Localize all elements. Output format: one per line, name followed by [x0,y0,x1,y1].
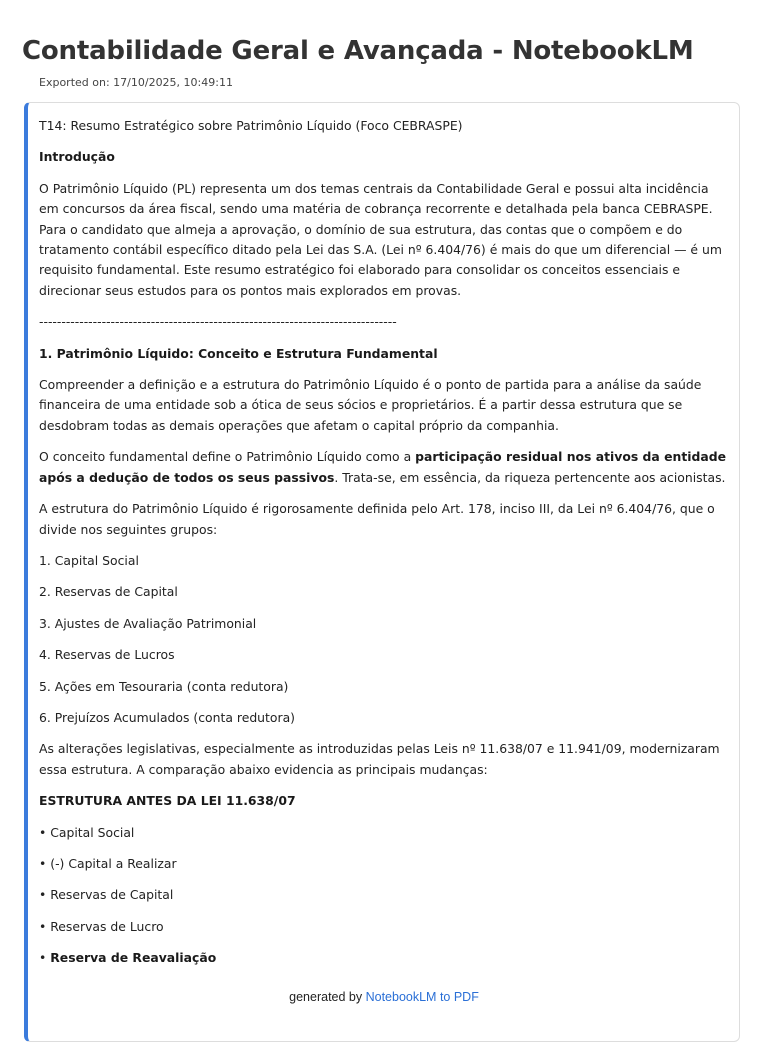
note-card [24,102,740,1042]
before-law-item: • Reservas de Lucro [39,918,164,934]
text-divider: -------------------------------------------------------------------------------- [39,314,397,330]
definition-lead-text: O conceito fundamental define o Patrimônio Líquido como a [39,449,416,465]
before-law-item: • Capital Social [39,824,135,840]
footer [0,990,768,1004]
section-1-title: 1. Patrimônio Líquido: Conceito e Estrutura Fundamental [39,345,438,361]
footer-prefix: generated by [289,990,366,1004]
export-timestamp: Exported on: 17/10/2025, 10:49:11 [39,76,233,89]
section-1-paragraph-4: As alterações legislativas, especialmente as introduzidas pelas Leis nº 11.638/07 e 11.941/09, modernizaram essa estrutura. A comparação abaixo evidencia as principais mudanças: [39,741,720,777]
intro-title: Introdução [39,149,115,165]
pl-group-item: 2. Reservas de Capital [39,584,178,600]
pl-group-item: 5. Ações em Tesouraria (conta redutora) [39,678,289,694]
before-law-item: • (-) Capital a Realizar [39,855,177,871]
before-law-item: • Reservas de Capital [39,887,174,903]
bullet-marker: • [39,950,51,966]
pl-group-item: 6. Prejuízos Acumulados (conta redutora) [39,709,295,725]
reavaliacao-item: Reserva de Reavaliação [50,950,217,966]
section-1-paragraph-3: A estrutura do Patrimônio Líquido é rigorosamente definida pelo Art. 178, inciso III, da Lei nº 6.404/76, que o divide nos seguintes grupos: [39,501,715,537]
pl-group-item: 4. Reservas de Lucros [39,647,175,663]
before-law-title: ESTRUTURA ANTES DA LEI 11.638/07 [39,793,296,809]
section-1-paragraph-1: Compreender a definição e a estrutura do Patrimônio Líquido é o ponto de partida para a análise da saúde financeira de uma entidade sob a ótica de seus sócios e proprietários. É a partir dessa estrutura que se desdobram todas as demais operações que afetam o capital próprio da companhia. [39,377,702,433]
pl-group-item: 1. Capital Social [39,552,139,568]
pl-group-item: 3. Ajustes de Avaliação Patrimonial [39,615,257,631]
note-heading: T14: Resumo Estratégico sobre Patrimônio Líquido (Foco CEBRASPE) [39,118,463,133]
note-body [28,103,739,969]
intro-paragraph: O Patrimônio Líquido (PL) representa um dos temas centrais da Contabilidade Geral e possui alta incidência em concursos da área fiscal, sendo uma matéria de cobrança recorrente e detalhada pela banca CEBRASPE. Para o candidato que almeja a aprovação, o domínio de sua estrutura, das contas que o compõem e do tratamento contábil específico ditado pela Lei das S.A. (Lei nº 6.404/76) é mais do que um diferencial — é um requisito fundamental. Este resumo estratégico foi elaborado para consolidar os conceitos essenciais e direcionar seus estudos para os pontos mais explorados em provas. [39,180,722,298]
footer-link[interactable]: NotebookLM to PDF [365,990,479,1004]
before-law-item [39,948,729,968]
page-title: Contabilidade Geral e Avançada - NotebookLM [22,36,694,66]
section-1-paragraph-2 [39,447,729,488]
definition-emphasis: participação residual nos ativos da entidade após a dedução de todos os seus passivos [39,449,727,485]
definition-tail-text: . Trata-se, em essência, da riqueza pertencente aos acionistas. [334,469,726,485]
